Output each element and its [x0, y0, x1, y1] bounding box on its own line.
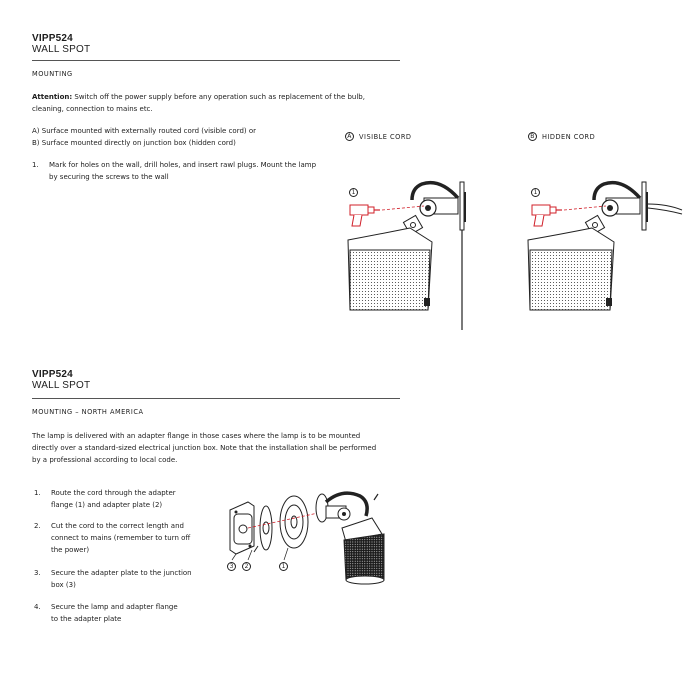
product-code: VIPP524 — [32, 33, 73, 44]
figure-a-callout: 1 — [349, 188, 358, 197]
divider-2 — [32, 398, 400, 399]
figure-b-letter: B — [528, 132, 537, 141]
na-step-1 — [34, 487, 234, 513]
step-text: flange (1) and adapter plate (2) — [51, 501, 163, 509]
attention-text-1: Switch off the power supply before any operation such as replacement of the bulb, — [72, 93, 365, 101]
figure-b-callout: 1 — [531, 188, 540, 197]
step-text: connect to mains (remember to turn off — [51, 534, 191, 542]
divider — [32, 60, 400, 61]
attention-label: Attention: — [32, 93, 73, 101]
step-number: 3. — [34, 569, 41, 577]
step-text: Secure the adapter plate to the junction — [51, 569, 192, 577]
na-step-2 — [34, 520, 234, 558]
step-number: 1. — [34, 489, 41, 497]
figure-a-letter: A — [345, 132, 354, 141]
step-number: 4. — [34, 603, 41, 611]
intro-paragraph — [32, 430, 432, 466]
step-1 — [32, 159, 332, 185]
product-code-2: VIPP524 — [32, 369, 73, 380]
callout-1: 1 — [279, 562, 288, 571]
intro-text-3: by a professional according to local code. — [32, 456, 178, 464]
na-step-3 — [34, 567, 234, 593]
na-step-4 — [34, 601, 234, 627]
section-heading-2: MOUNTING – NORTH AMERICA — [32, 408, 144, 416]
step-text: Secure the lamp and adapter flange — [51, 603, 178, 611]
intro-text-2: directly over a standard-sized electrical junction box. Note that the installation shall be performed — [32, 444, 377, 452]
product-subtitle-2: WALL SPOT — [32, 380, 91, 391]
attention-text-2: cleaning, connection to mains etc. — [32, 105, 153, 113]
figure-a-caption: VISIBLE CORD — [359, 132, 412, 141]
step-text: Route the cord through the adapter — [51, 489, 176, 497]
step-text: box (3) — [51, 581, 76, 589]
visible-cord-illustration — [340, 170, 490, 340]
exploded-mounting-illustration — [222, 488, 402, 593]
step-text-1: Mark for holes on the wall, drill holes, and insert rawl plugs. Mount the lamp — [49, 161, 317, 169]
step-number: 2. — [34, 522, 41, 530]
option-a: A) Surface mounted with externally routed cord (visible cord) or — [32, 127, 257, 135]
attention-paragraph — [32, 91, 412, 115]
figure-a-label — [345, 132, 412, 141]
callout-3: 3 — [227, 562, 236, 571]
intro-text-1: The lamp is delivered with an adapter flange in those cases where the lamp is to be mounted — [32, 432, 361, 440]
callout-2: 2 — [242, 562, 251, 571]
product-subtitle: WALL SPOT — [32, 44, 91, 55]
step-text: to the adapter plate — [51, 615, 122, 623]
option-b: B) Surface mounted directly on junction box (hidden cord) — [32, 139, 236, 147]
section-heading: MOUNTING — [32, 70, 73, 78]
step-text: Cut the cord to the correct length and — [51, 522, 184, 530]
step-text: the power) — [51, 546, 90, 554]
figure-b-label — [528, 132, 595, 141]
hidden-cord-illustration — [522, 170, 692, 340]
step-text-2: by securing the screws to the wall — [49, 173, 169, 181]
figure-b-caption: HIDDEN CORD — [542, 132, 596, 141]
step-number: 1. — [32, 161, 39, 169]
